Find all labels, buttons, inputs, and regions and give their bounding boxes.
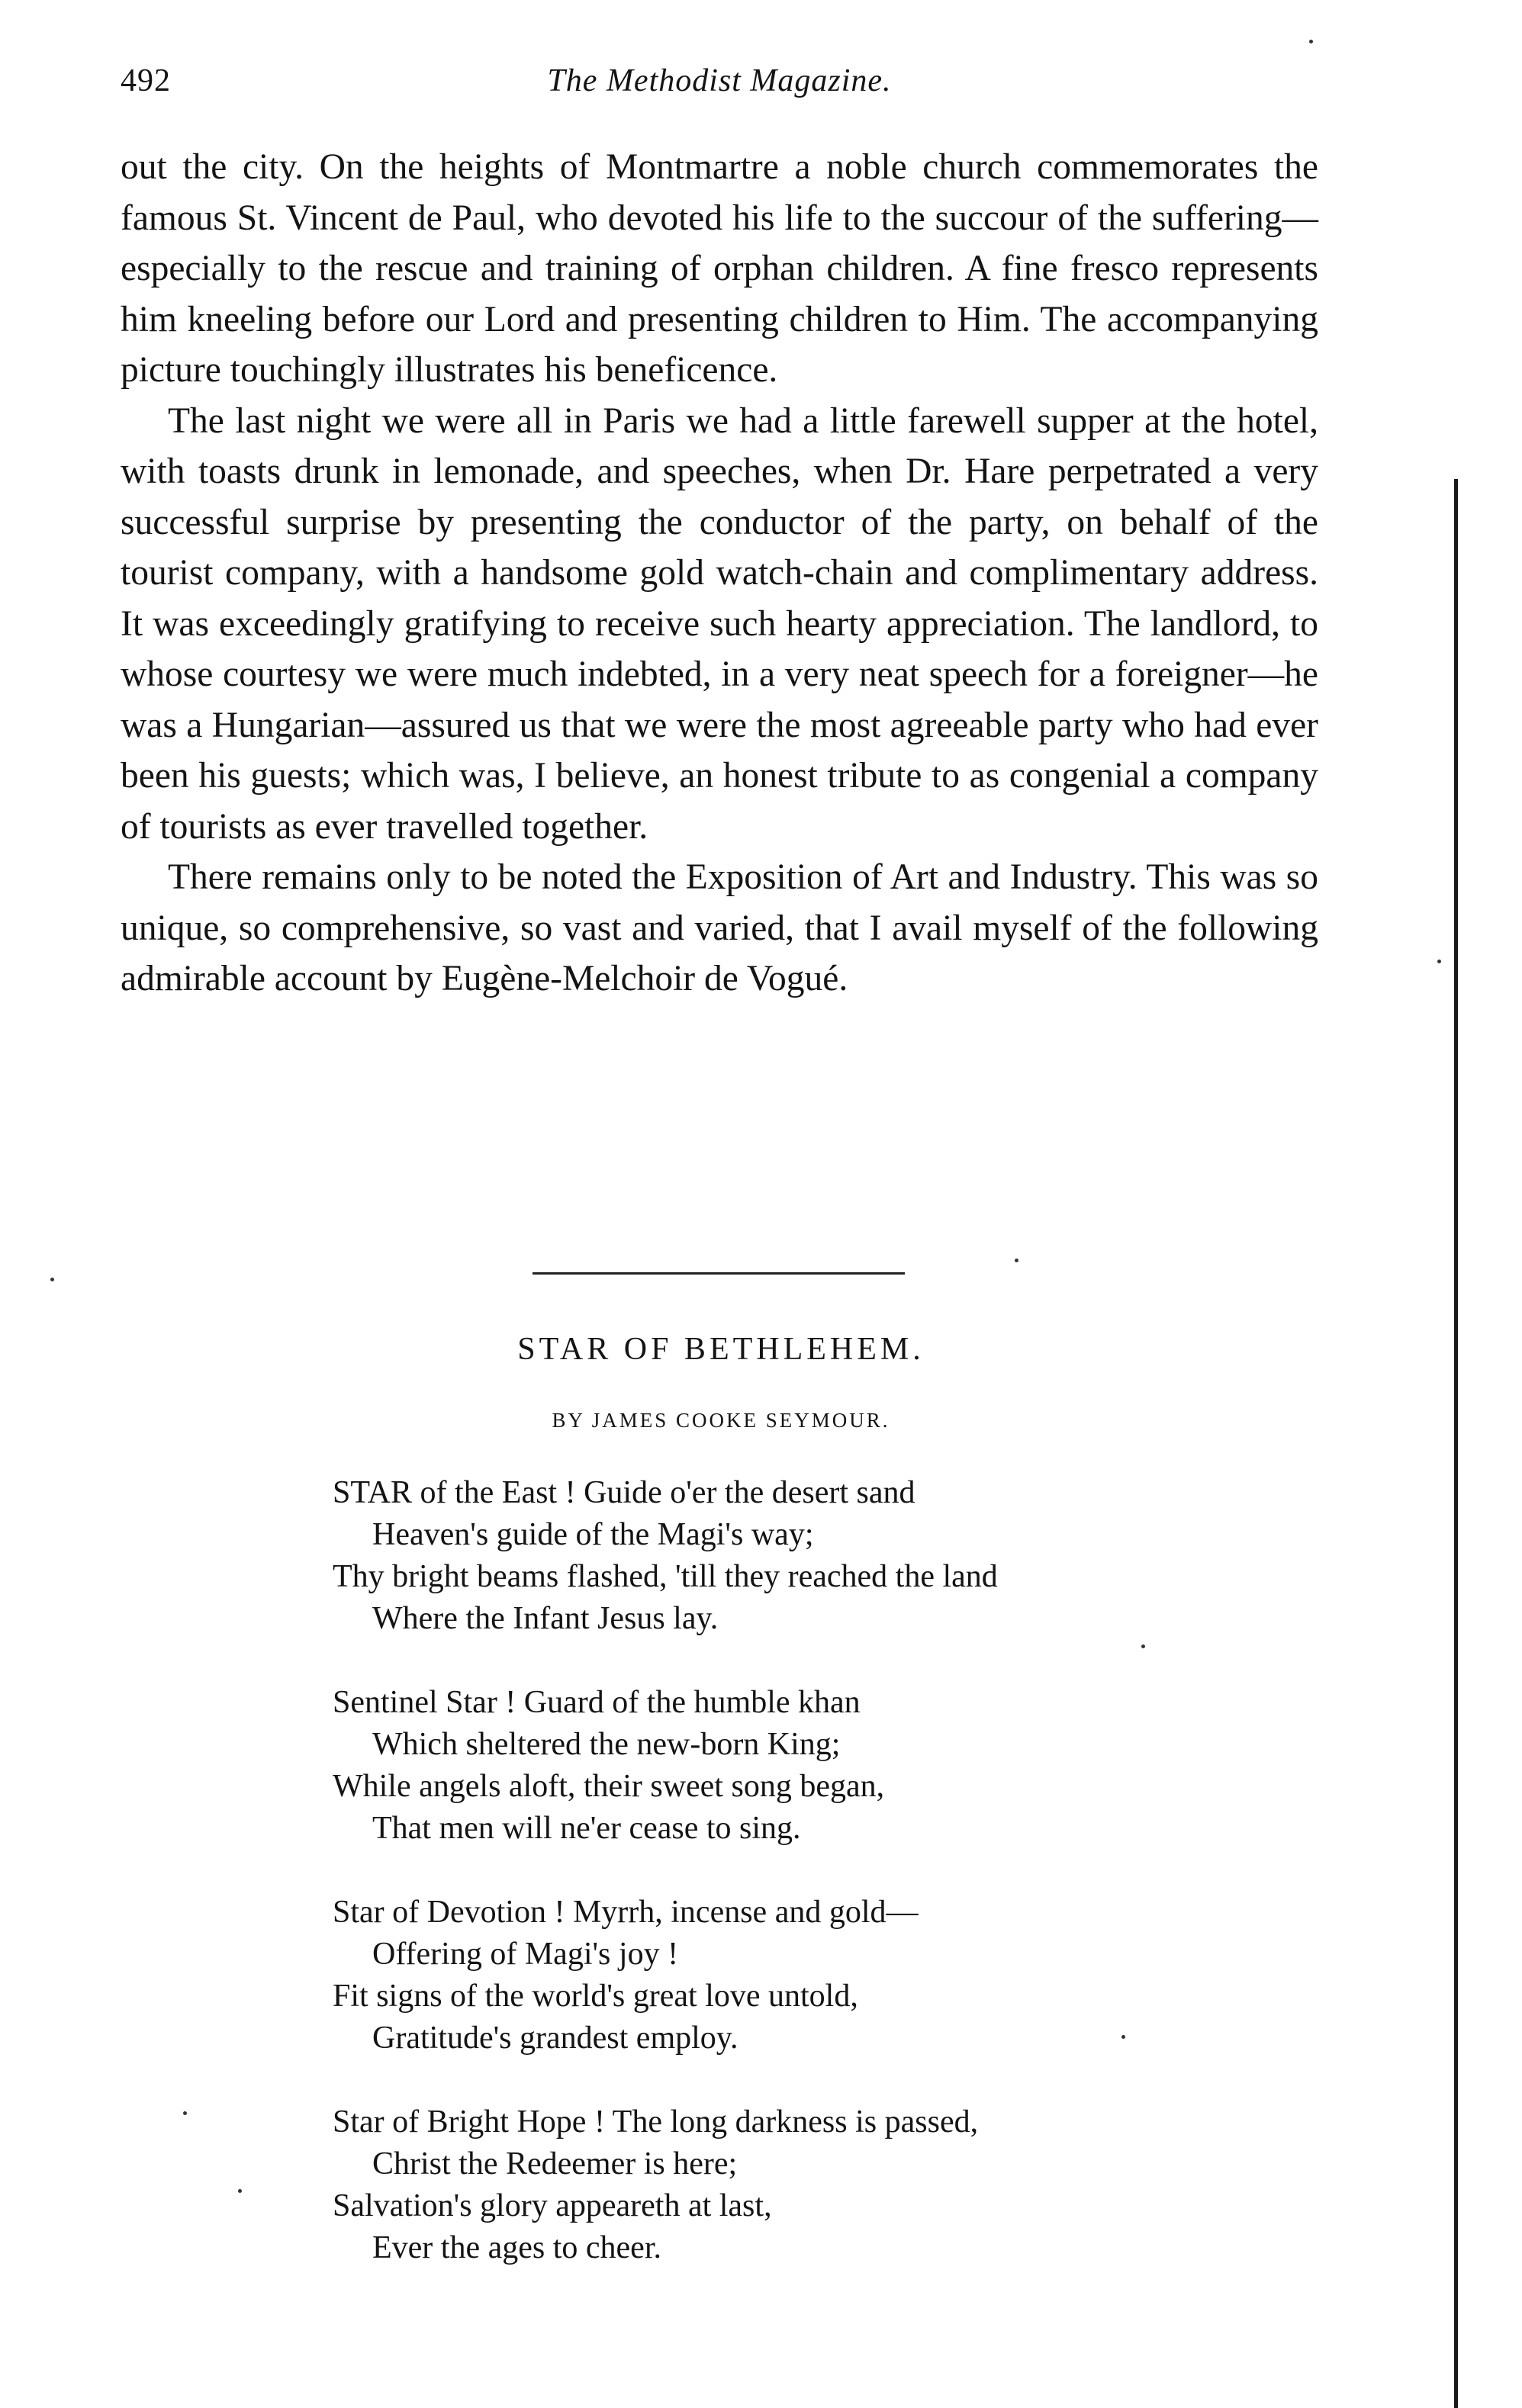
- page-edge-shadow: [1454, 479, 1458, 2408]
- poem-line: Star of Bright Hope ! The long darkness is passed,: [333, 2104, 979, 2140]
- poem-line: Star of Devotion ! Myrrh, incense and gold—: [333, 1895, 919, 1930]
- poem-line: Where the Infant Jesus lay.: [372, 1601, 719, 1636]
- poem-line: That men will ne'er cease to sing.: [372, 1811, 801, 1846]
- poem-line: Offering of Magi's joy !: [372, 1937, 679, 1972]
- paragraph-exposition: There remains only to be noted the Exposition of Art and Industry. This was so unique, so comprehensive, so vast and varied, that I avail myself of the following admirable account by Eugène-Melchoir de Vogué.: [121, 857, 1318, 998]
- scan-speck: [1015, 1259, 1018, 1262]
- poem-stanza: [333, 2101, 1248, 2269]
- scan-speck: [183, 2111, 187, 2115]
- poem-line: Ever the ages to cheer.: [372, 2230, 661, 2265]
- section-divider: [533, 1272, 905, 1275]
- poem-line: Salvation's glory appeareth at last,: [333, 2188, 772, 2223]
- poem: [333, 1472, 1248, 2311]
- poem-stanza: [333, 1472, 1248, 1640]
- poem-line: Sentinel Star ! Guard of the humble khan: [333, 1685, 861, 1720]
- poem-line: Christ the Redeemer is here;: [372, 2146, 738, 2181]
- scan-speck: [1141, 1644, 1145, 1648]
- poem-line: Heaven's guide of the Magi's way;: [372, 1517, 814, 1552]
- poem-stanza: [333, 1682, 1248, 1850]
- page-number: 492: [121, 63, 171, 98]
- running-title: The Methodist Magazine.: [547, 63, 892, 98]
- scan-speck: [1121, 2035, 1125, 2039]
- poem-line: Fit signs of the world's great love untold,: [333, 1979, 858, 2014]
- poem-title: STAR OF BETHLEHEM.: [517, 1332, 925, 1367]
- scan-speck: [50, 1278, 54, 1281]
- poem-line: Gratitude's grandest employ.: [372, 2021, 738, 2056]
- poem-stanza: [333, 1892, 1248, 2059]
- article-body: [121, 142, 1318, 1005]
- poem-line: Thy bright beams flashed, 'till they reached the land: [333, 1559, 998, 1594]
- scan-speck: [1437, 960, 1441, 963]
- running-head: [121, 63, 1318, 108]
- poem-line: While angels aloft, their sweet song began,: [333, 1769, 885, 1804]
- poem-byline: BY JAMES COOKE SEYMOUR.: [552, 1409, 890, 1432]
- paragraph-farewell-supper: The last night we were all in Paris we had a little farewell supper at the hotel, with toasts drunk in lemonade, and speeches, when Dr. Hare perpetrated a very successful surprise by presenting the conductor of the party, on behalf of the tourist company, with a handsome gold watch-chain and complimentary address. It was exceedingly gratifying to receive such hearty appreciation. The landlord, to whose courtesy we were much indebted, in a very neat speech for a foreigner—he was a Hungarian—assured us that we were the most agreeable party who had ever been his guests; which was, I believe, an honest tribute to as congenial a company of tourists as ever travelled together.: [121, 400, 1318, 847]
- scan-speck: [1309, 40, 1313, 43]
- paragraph-montmartre: out the city. On the heights of Montmartre a noble church commemorates the famous St. Vincent de Paul, who devoted his life to the succour of the suffering—especially to the rescue and training of orphan children. A fine fresco represents him kneeling before our Lord and presenting children to Him. The accompanying picture touchingly illustrates his beneficence.: [121, 147, 1318, 390]
- poem-line: STAR of the East ! Guide o'er the desert sand: [333, 1475, 915, 1510]
- poem-line: Which sheltered the new-born King;: [372, 1727, 841, 1762]
- scan-speck: [238, 2189, 242, 2193]
